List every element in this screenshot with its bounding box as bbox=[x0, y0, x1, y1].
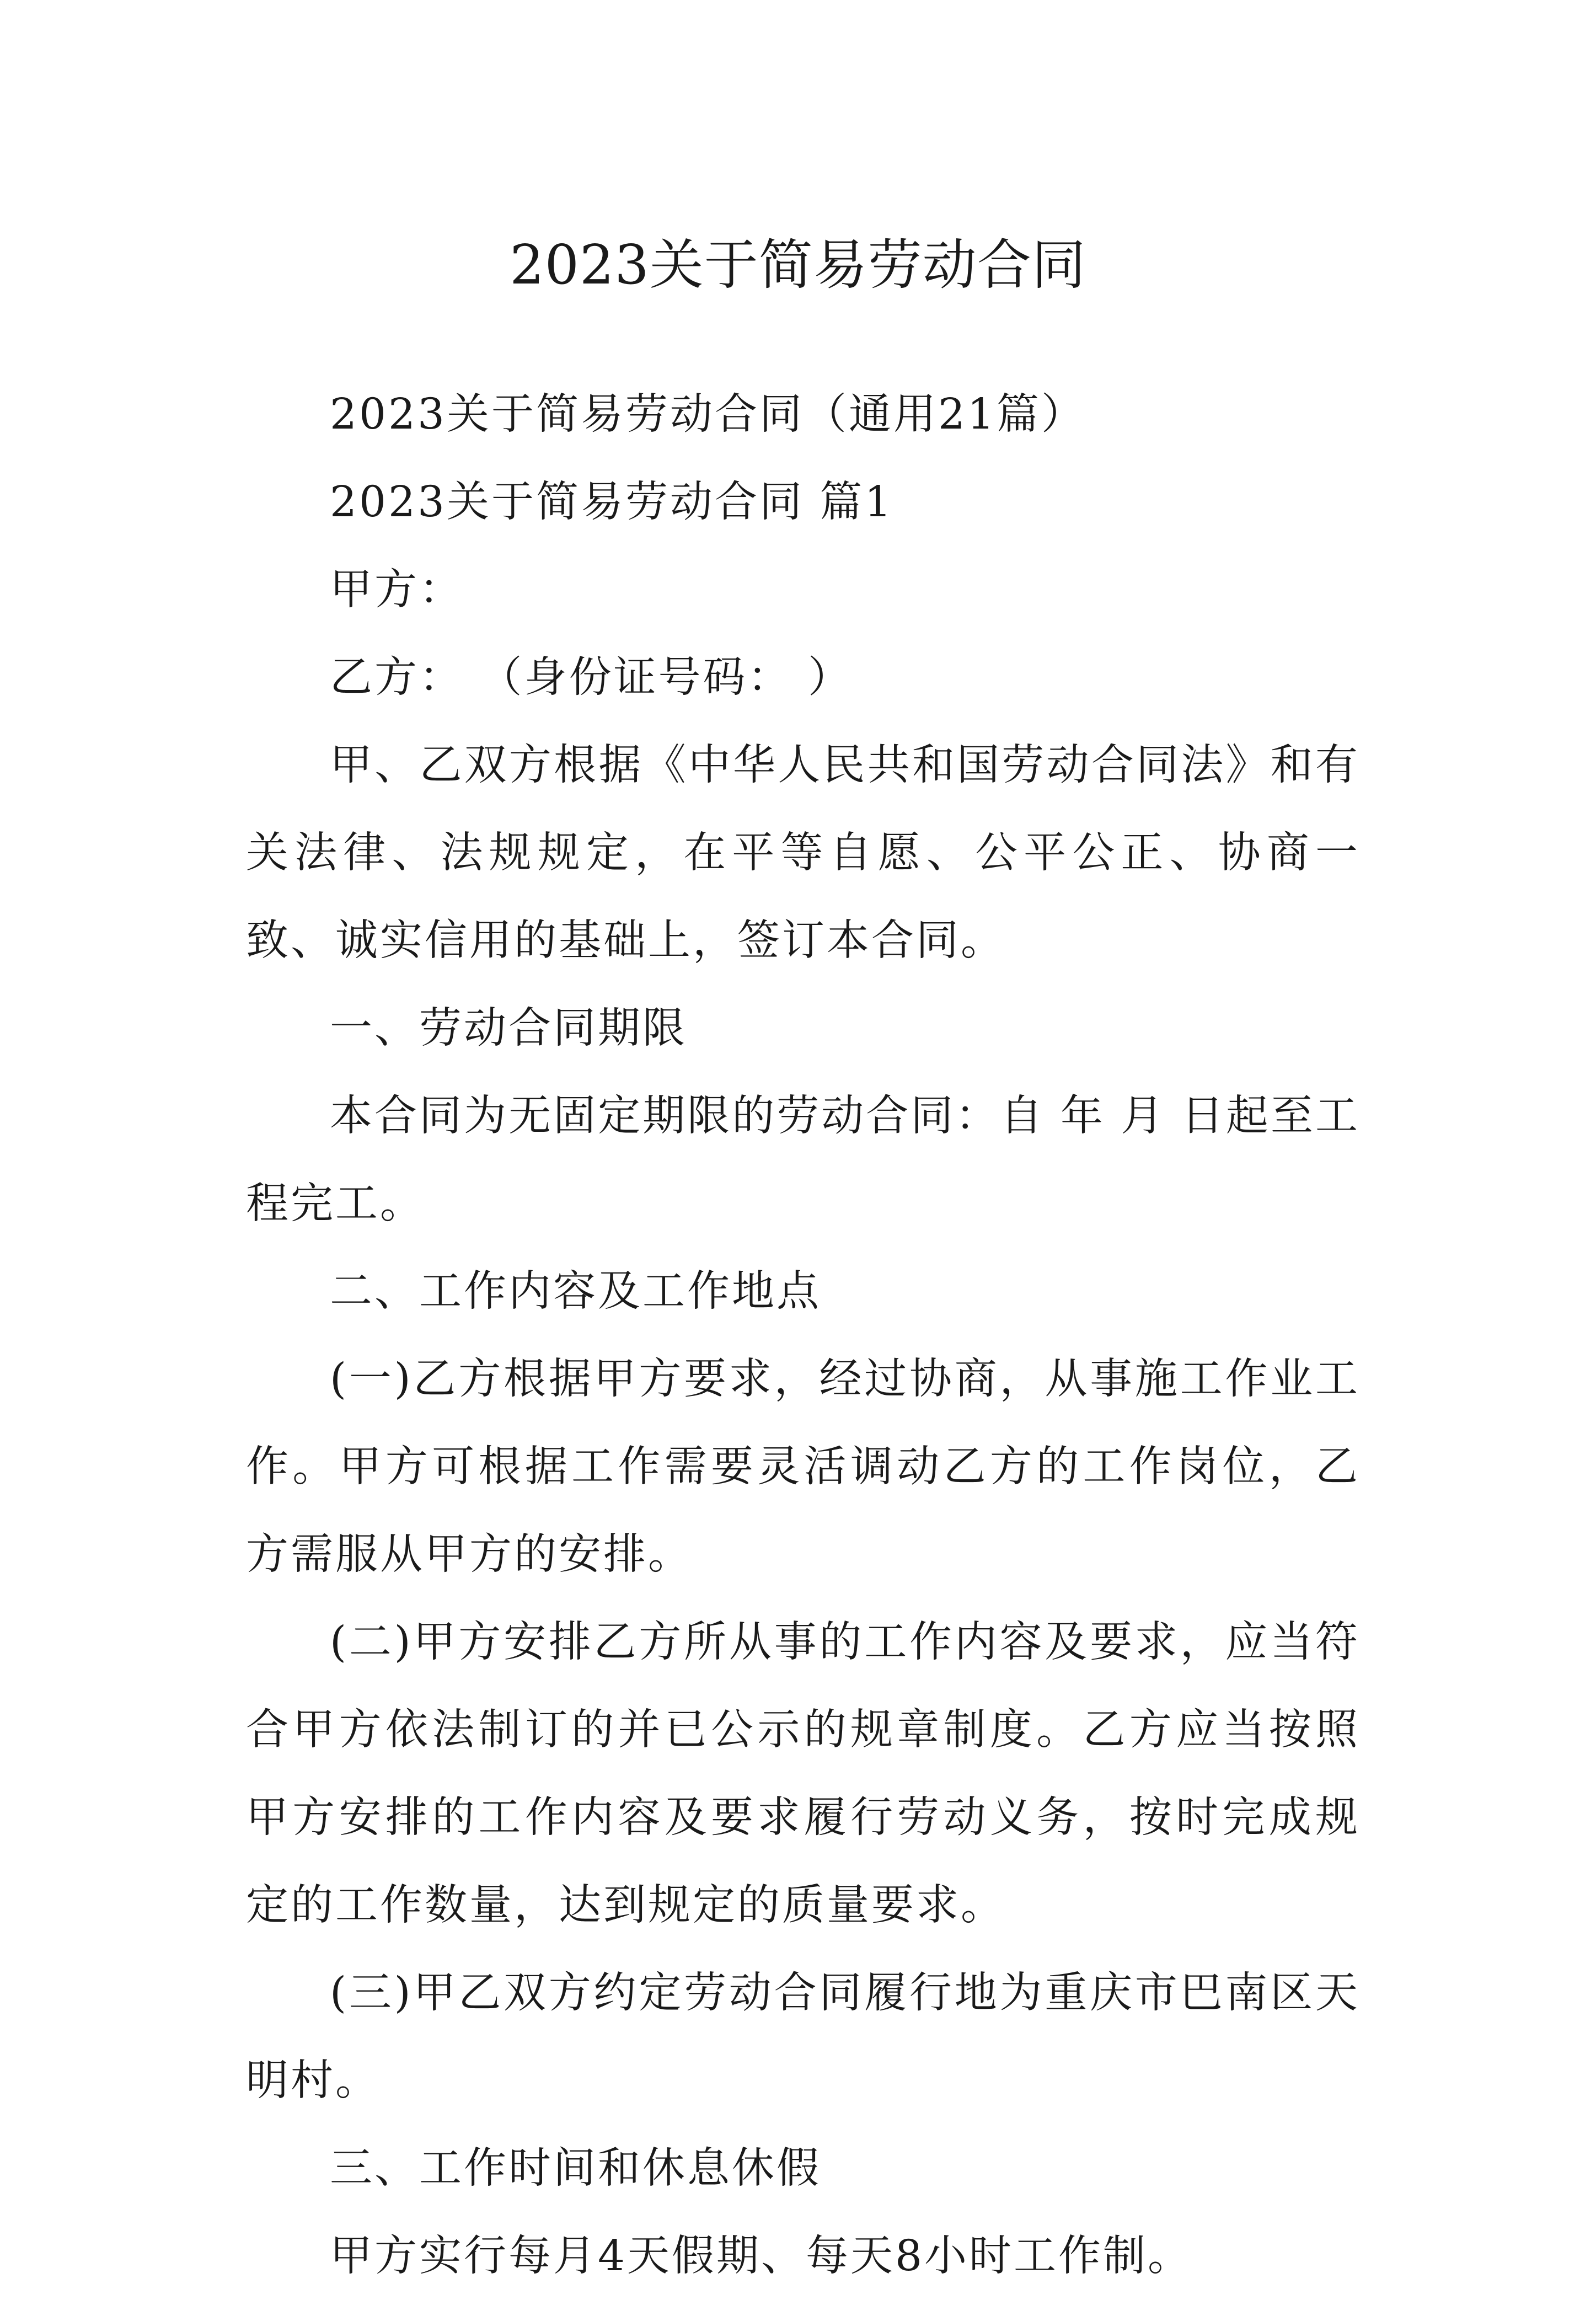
preamble-paragraph: 甲、乙双方根据《中华人民共和国劳动合同法》和有关法律、法规规定，在平等自愿、公平公正、协商一致、诚实信用的基础上，签订本合同。 bbox=[246, 741, 1360, 965]
heading-contract-term: 一、劳动合同期限 bbox=[330, 1004, 687, 1053]
document-body bbox=[246, 371, 1360, 2300]
working-hours-paragraph: 甲方实行每月4天假期、每天8小时工作制。 bbox=[330, 2232, 1192, 2281]
heading-working-hours-rest: 三、工作时间和休息休假 bbox=[330, 2144, 821, 2193]
subtitle-paragraph: 2023关于简易劳动合同（通用21篇） bbox=[330, 390, 1086, 439]
party-b-line: 乙方： （身份证号码： ） bbox=[330, 653, 853, 702]
work-content-clause-1: (一)乙方根据甲方要求，经过协商，从事施工作业工作。甲方可根据工作需要灵活调动乙方的工作岗位，乙方需服从甲方的安排。 bbox=[246, 1355, 1360, 1579]
party-a-line: 甲方： bbox=[330, 565, 464, 614]
section-heading-part-1: 2023关于简易劳动合同 篇1 bbox=[330, 478, 894, 527]
contract-term-paragraph: 本合同为无固定期限的劳动合同：自 年 月 日起至工程完工。 bbox=[246, 1092, 1360, 1228]
work-content-clause-2: (二)甲方安排乙方所从事的工作内容及要求，应当符合甲方依法制订的并已公示的规章制度。乙方应当按照甲方安排的工作内容及要求履行劳动义务，按时完成规定的工作数量，达到规定的质量要求。 bbox=[246, 1618, 1360, 1930]
work-location-clause-3: (三)甲乙双方约定劳动合同履行地为重庆市巴南区天明村。 bbox=[246, 1969, 1360, 2105]
document-title: 2023关于简易劳动合同 bbox=[510, 233, 1086, 297]
heading-work-content-location: 二、工作内容及工作地点 bbox=[330, 1267, 821, 1316]
